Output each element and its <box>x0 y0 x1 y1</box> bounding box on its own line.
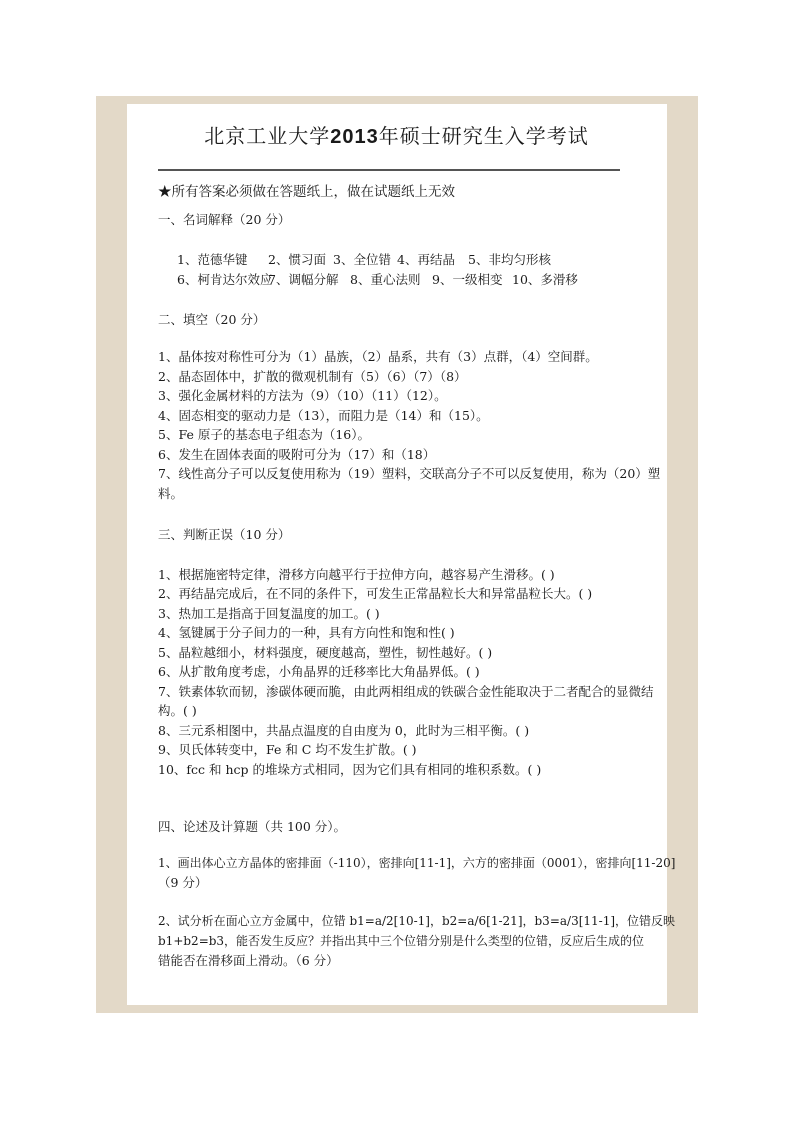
title-suffix: 年硕士研究生入学考试 <box>378 124 589 148</box>
title-divider <box>158 169 620 171</box>
fill-item: 6、发生在固体表面的吸附可分为（17）和（18） <box>158 447 436 462</box>
fill-item: 1、晶体按对称性可分为（1）晶族，（2）晶系，共有（3）点群，（4）空间群。 <box>158 349 598 364</box>
judge-item: 5、晶粒越细小，材料强度，硬度越高，塑性，韧性越好。( ) <box>158 645 493 660</box>
term-item: 4、再结晶 <box>397 252 455 267</box>
fill-item: 2、晶态固体中，扩散的微观机制有（5）（6）（7）（8） <box>158 369 467 384</box>
judge-item: 3、热加工是指高于回复温度的加工。( ) <box>158 606 380 621</box>
fill-item: 5、Fe 原子的基态电子组态为（16）。 <box>158 427 370 442</box>
section-3-heading: 三、判断正误（10 分） <box>158 527 291 542</box>
question-2-cont: b1+b2=b3，能否发生反应？并指出其中三个位错分别是什么类型的位错，反应后生成的位 <box>158 934 645 948</box>
term-item: 10、多滑移 <box>512 272 578 287</box>
term-item: 5、非均匀形核 <box>468 252 551 267</box>
judge-item: 4、氢键属于分子间力的一种，具有方向性和饱和性( ) <box>158 625 455 640</box>
term-item: 2、惯习面 <box>268 252 326 267</box>
fill-item-cont: 料。 <box>158 486 184 501</box>
fill-item: 7、线性高分子可以反复使用称为（19）塑料，交联高分子不可以反复使用，称为（20）塑 <box>158 466 661 481</box>
term-item: 3、全位错 <box>333 252 391 267</box>
question-1: 1、画出体心立方晶体的密排面（-110），密排向[11-1]，六方的密排面（0001），密排向[11-20] <box>158 856 676 870</box>
page-title <box>0 120 793 149</box>
judge-item: 8、三元系相图中，共晶点温度的自由度为 0，此时为三相平衡。( ) <box>158 723 530 738</box>
fill-item: 4、固态相变的驱动力是（13），而阻力是（14）和（15）。 <box>158 408 489 423</box>
section-4-heading: 四、论述及计算题（共 100 分）。 <box>158 819 347 834</box>
judge-item: 9、贝氏体转变中，Fe 和 C 均不发生扩散。( ) <box>158 742 417 757</box>
title-prefix: 北京工业大学 <box>204 124 331 148</box>
term-item: 7、调幅分解 <box>268 272 339 287</box>
judge-item: 7、铁素体软而韧，渗碳体硬而脆，由此两相组成的铁碳合金性能取决于二者配合的显微结 <box>158 684 654 699</box>
term-item: 9、一级相变 <box>432 272 503 287</box>
fill-item: 3、强化金属材料的方法为（9）（10）（11）（12）。 <box>158 388 447 403</box>
judge-item: 6、从扩散角度考虑，小角晶界的迁移率比大角晶界低。( ) <box>158 664 480 679</box>
notice: ★所有答案必须做在答题纸上，做在试题纸上无效 <box>158 184 455 200</box>
term-item: 8、重心法则 <box>350 272 421 287</box>
judge-item: 2、再结晶完成后，在不同的条件下，可发生正常晶粒长大和异常晶粒长大。( ) <box>158 586 593 601</box>
section-2-heading: 二、填空（20 分） <box>158 312 266 327</box>
term-item: 1、范德华键 <box>177 252 248 267</box>
question-2-cont: 错能否在滑移面上滑动。（6 分） <box>158 953 339 968</box>
section-1-heading: 一、名词解释（20 分） <box>158 212 291 227</box>
term-item: 6、柯肯达尔效应 <box>177 272 273 287</box>
judge-item-cont: 构。( ) <box>158 703 197 718</box>
title-year: 2013 <box>330 126 379 148</box>
question-2: 2、试分析在面心立方金属中，位错 b1=a/2[10-1]，b2=a/6[1-21]，b3=a/3[11-1]，位错反映 <box>158 914 676 928</box>
judge-item: 10、fcc 和 hcp 的堆垛方式相同，因为它们具有相同的堆积系数。( ) <box>158 762 542 777</box>
judge-item: 1、根据施密特定律，滑移方向越平行于拉伸方向，越容易产生滑移。( ) <box>158 567 555 582</box>
question-1-cont: （9 分） <box>158 875 208 890</box>
